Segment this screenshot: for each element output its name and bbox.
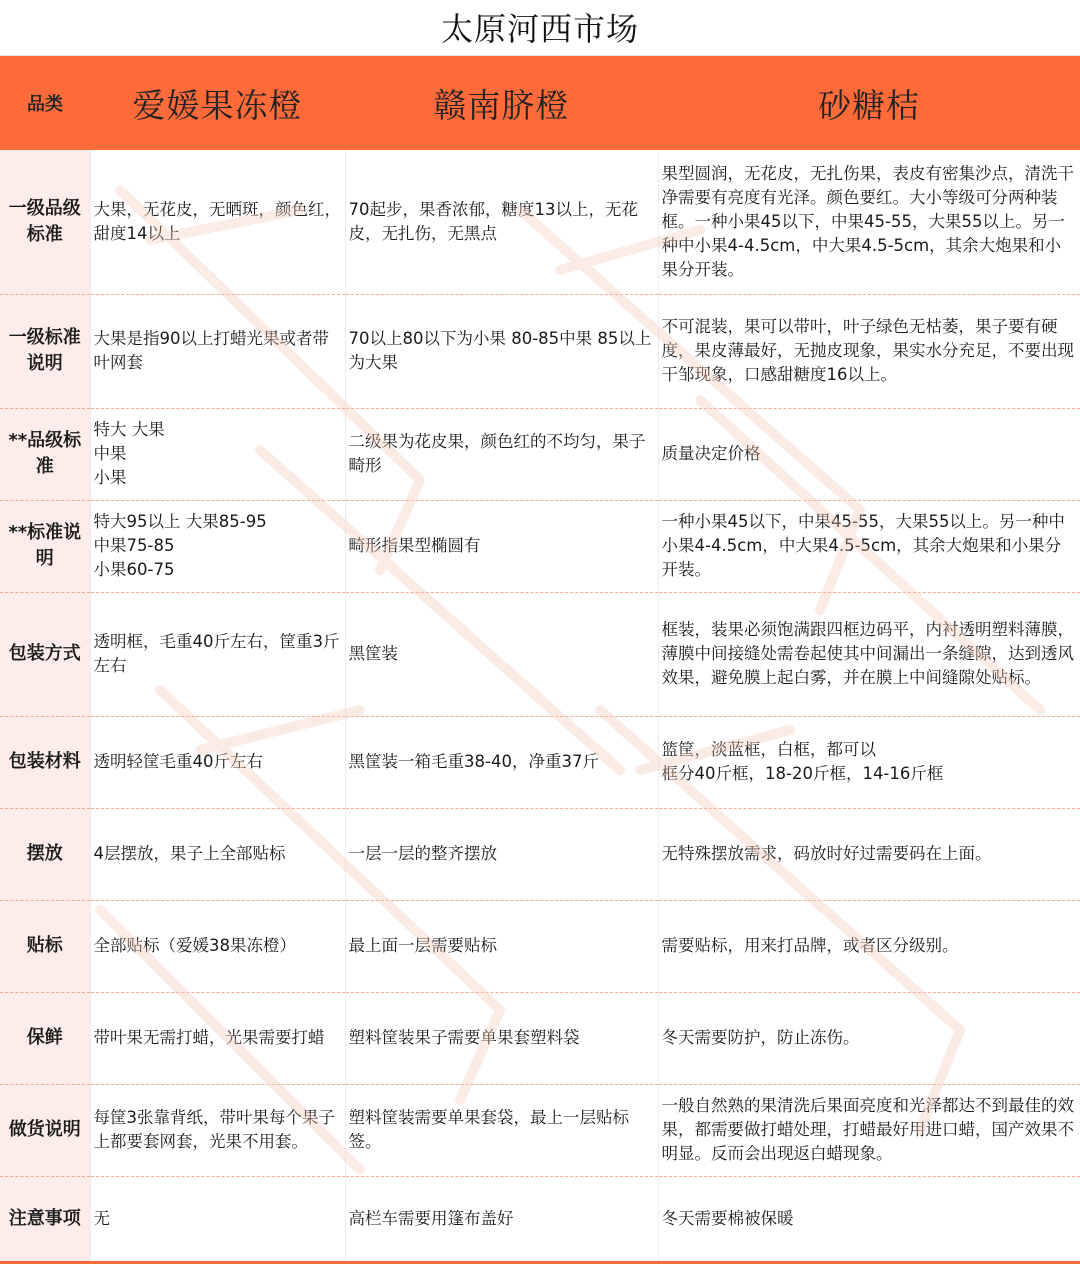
table-cell: 畸形指果型椭圆有 bbox=[345, 500, 658, 592]
table-cell: 篮筐，淡蓝框，白框，都可以 框分40斤框，18-20斤框，14-16斤框 bbox=[658, 716, 1080, 808]
table-cell: 无特殊摆放需求，码放时好过需要码在上面。 bbox=[658, 808, 1080, 900]
header-product-shatangju: 砂糖桔 bbox=[658, 56, 1080, 150]
table-cell: 无 bbox=[90, 1176, 345, 1262]
table-cell: 不可混装，果可以带叶，叶子绿色无枯萎，果子要有硬度，果皮薄最好，无抛皮现象，果实水分充足，不要出现干邹现象，口感甜糖度16以上。 bbox=[658, 294, 1080, 408]
row-header: **标准说明 bbox=[0, 500, 90, 592]
table-row bbox=[0, 900, 1080, 992]
table-cell: 二级果为花皮果，颜色红的不均匀，果子畸形 bbox=[345, 408, 658, 500]
table-cell: 一层一层的整齐摆放 bbox=[345, 808, 658, 900]
table-cell: 带叶果无需打蜡，光果需要打蜡 bbox=[90, 992, 345, 1084]
table-cell: 70起步，果香浓郁，糖度13以上，无花皮，无扎伤，无黑点 bbox=[345, 150, 658, 294]
table-cell: 特大 大果 中果 小果 bbox=[90, 408, 345, 500]
table-cell: 高栏车需要用篷布盖好 bbox=[345, 1176, 658, 1262]
table-cell: 透明框，毛重40斤左右，筐重3斤左右 bbox=[90, 592, 345, 716]
header-row bbox=[0, 56, 1080, 150]
table-row bbox=[0, 1084, 1080, 1176]
table-cell: 最上面一层需要贴标 bbox=[345, 900, 658, 992]
table-row bbox=[0, 294, 1080, 408]
table-row bbox=[0, 500, 1080, 592]
comparison-table bbox=[0, 56, 1080, 1264]
row-header: 摆放 bbox=[0, 808, 90, 900]
table-cell: 特大95以上 大果85-95 中果75-85 小果60-75 bbox=[90, 500, 345, 592]
table-row bbox=[0, 992, 1080, 1084]
table-row bbox=[0, 808, 1080, 900]
row-header: 一级品级标准 bbox=[0, 150, 90, 294]
row-header: 贴标 bbox=[0, 900, 90, 992]
table-cell: 塑料筐装果子需要单果套塑料袋 bbox=[345, 992, 658, 1084]
row-header: 注意事项 bbox=[0, 1176, 90, 1262]
table-row bbox=[0, 716, 1080, 808]
row-header: 包装材料 bbox=[0, 716, 90, 808]
table-cell: 4层摆放，果子上全部贴标 bbox=[90, 808, 345, 900]
table-row bbox=[0, 408, 1080, 500]
table-row bbox=[0, 1176, 1080, 1262]
row-header: 做货说明 bbox=[0, 1084, 90, 1176]
table-cell: 果型圆润，无花皮，无扎伤果，表皮有密集沙点，清洗干净需要有亮度有光泽。颜色要红。大小等级可分两种装框。一种小果45以下，中果45-55，大果55以上。另一种中小果4-4.5cm，中大果4.5-5cm，其余大炮果和小果分开装。 bbox=[658, 150, 1080, 294]
table-row bbox=[0, 150, 1080, 294]
row-header: 保鲜 bbox=[0, 992, 90, 1084]
table-cell: 透明轻筐毛重40斤左右 bbox=[90, 716, 345, 808]
table-cell: 全部贴标（爱媛38果冻橙） bbox=[90, 900, 345, 992]
table-cell: 70以上80以下为小果 80-85中果 85以上为大果 bbox=[345, 294, 658, 408]
table-cell: 一种小果45以下，中果45-55，大果55以上。另一种中小果4-4.5cm，中大果4.5-5cm，其余大炮果和小果分开装。 bbox=[658, 500, 1080, 592]
table-cell: 冬天需要防护，防止冻伤。 bbox=[658, 992, 1080, 1084]
table-cell: 每筐3张靠背纸，带叶果每个果子上都要套网套，光果不用套。 bbox=[90, 1084, 345, 1176]
table-cell: 大果，无花皮，无晒斑，颜色红，甜度14以上 bbox=[90, 150, 345, 294]
table-cell: 黑筐装一箱毛重38-40，净重37斤 bbox=[345, 716, 658, 808]
page-title: 太原河西市场 bbox=[0, 0, 1080, 56]
table-cell: 黑筐装 bbox=[345, 592, 658, 716]
table-cell: 冬天需要棉被保暖 bbox=[658, 1176, 1080, 1262]
header-product-aiyuan: 爱媛果冻橙 bbox=[90, 56, 345, 150]
table-row bbox=[0, 592, 1080, 716]
header-category-label: 品类 bbox=[0, 56, 90, 150]
table-cell: 塑料筐装需要单果套袋，最上一层贴标签。 bbox=[345, 1084, 658, 1176]
row-header: **品级标准 bbox=[0, 408, 90, 500]
row-header: 包装方式 bbox=[0, 592, 90, 716]
table-cell: 大果是指90以上打蜡光果或者带叶网套 bbox=[90, 294, 345, 408]
table-cell: 框装，装果必须饱满跟四框边码平，内衬透明塑料薄膜，薄膜中间接缝处需卷起使其中间漏出一条缝隙，达到透风效果，避免膜上起白雾，并在膜上中间缝隙处贴标。 bbox=[658, 592, 1080, 716]
header-product-gannan: 赣南脐橙 bbox=[345, 56, 658, 150]
table-cell: 需要贴标，用来打品牌，或者区分级别。 bbox=[658, 900, 1080, 992]
table-cell: 质量决定价格 bbox=[658, 408, 1080, 500]
row-header: 一级标准说明 bbox=[0, 294, 90, 408]
table-cell: 一般自然熟的果清洗后果面亮度和光泽都达不到最佳的效果，都需要做打蜡处理，打蜡最好用进口蜡，国产效果不明显。反而会出现返白蜡现象。 bbox=[658, 1084, 1080, 1176]
